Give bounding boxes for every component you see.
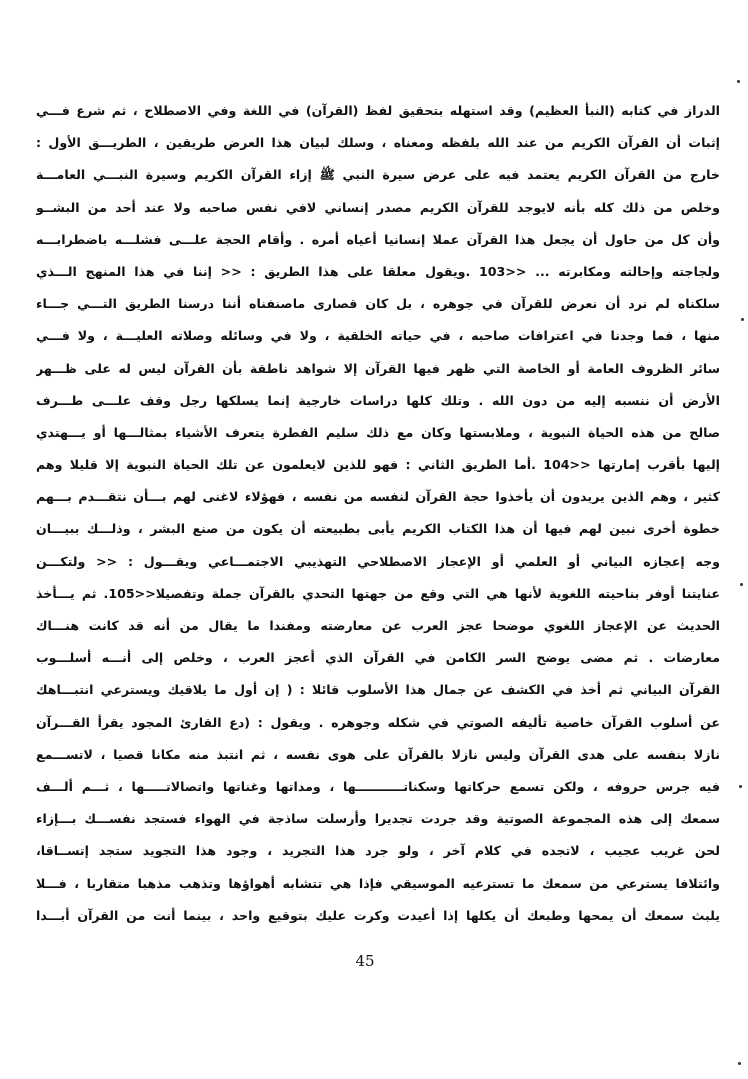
text-line: صالح من هذه الحياة النبوية ، وملابستها وكان مع ذلك سليم الفطرة يتعرف الأشياء بمثالـــها أو يـــهتدي: [36, 424, 720, 440]
text-line: خارج من القرآن الكريم يعتمد فيه على عرض سيرة النبي ﷺ إزاء القرآن الكريم وسيرة النبـــي العامـــة: [36, 167, 720, 183]
text-line: منها ، فما وجدنا في اعترافات صاحبه ، في حياته الخلقية ، ولا في وسائله وصلاته العليـــة ، ولا فـــي: [36, 328, 720, 344]
text-line: سمعك إلى هذه المجموعة الصوتية وقد جردت تجديرا وأرسلت ساذجة في الهواء فستجد نفســـك بـــإزاء: [36, 811, 720, 827]
scan-speck: [739, 785, 742, 788]
text-line: وخلص من ذلك كله بأنه لايوجد للقرآن الكريم مصدر إنساني لافي نفس صاحبه ولا عند أحد من البشــو: [36, 199, 720, 215]
text-line: القرآن البياني ثم أخذ في الكشف عن جمال هذا الأسلوب قائلا : ( إن أول ما يلاقيك ويسترعي انتبـــاهك: [36, 682, 720, 698]
text-line: إثبات أن القرآن الكريم من عند الله بلفظه ومعناه ، وسلك لبيان هذا العرض طريقين ، الطريـــق الأول :: [36, 135, 720, 151]
text-line: إليها بأقرب إمارتها <<104 .أما الطريق الثاني : فهو للذين لايعلمون عن تلك الحياة النبوية إلا قليلا وهم: [36, 457, 720, 473]
text-line: الحديث عن الإعجاز اللغوي موضحا عجز العرب عن معارضته ومفندا ما يقال من أنه قد كانت هنـــاك: [36, 618, 720, 633]
text-line: سلكناه لم نرد أن نعرض للقرآن في جوهره ، بل كان قصارى ماصنفناه أننا درسنا الطريق التـــي جـــاء: [36, 296, 720, 312]
text-line: فيه جرس حروفه ، ولكن تسمع حركاتها وسكناتـــــــــــها ، ومداتها وغناتها واتصالاتـــــها ، ثـــم ألـــف: [36, 778, 720, 794]
page-number: 45: [355, 952, 375, 970]
text-line: وائتلافا يسترعي من سمعك ما تسترعيه الموسيقي فإذا هي تتشابه أهواؤها وتذهب مذهبا متقاربا ، فـــلا: [36, 875, 720, 891]
text-line: خطوة أخرى نبين لهم فيها أن هذا الكتاب الكريم يأبى بطبيعته أن يكون من صنع البشر ، وذلـــك ببيـــان: [36, 521, 720, 537]
text-line: كثير ، وهم الذين يريدون أن يأخذوا حجة القرآن لنفسه من نفسه ، فهؤلاء لاغنى لهم بـــأن نتقـــدم بـــهم: [36, 489, 720, 505]
text-line: معارضات . ثم مضى يوضح السر الكامن في القرآن الذي أعجز العرب ، وخلص إلى أنـــه أسلـــوب: [36, 650, 720, 666]
text-line: لحن غريب عجيب ، لاتجده في كلام آخر ، ولو جرد هذا التجريد ، وجود هذا التجويد ستجد إتســاقا،: [36, 843, 720, 859]
text-line: نازلا بنفسه على هدى القرآن وليس نازلا بالقرآن على هوى نفسه ، ثم انتبذ منه مكانا قصيا ، لاتســـمع: [36, 746, 720, 762]
text-line: وجه إعجازه البياني أو العلمي أو الإعجاز الاصطلاحي التهذيبي الاجتمـــاعي ويقـــول : << ولتكـــن: [36, 553, 720, 569]
text-line: عن أسلوب القرآن خاصية تأليفه الصوتي في شكله وجوهره . ويقول : (دع القارئ المجود يقرأ القـــرآن: [36, 714, 720, 730]
body-text: [36, 95, 720, 932]
scan-speck: [737, 80, 740, 83]
text-line: يلبث سمعك أن يمحها وطبعك أن يكلها إذا أعيدت وكرت عليك بتوقيع واحد ، بينما أنت من القرآن أبـــدا: [36, 907, 720, 923]
text-line: وأن كل من حاول أن يجعل هذا القرآن عملا إنسانيا أعياه أمره . وأقام الحجة علـــى فشلـــه باضطرابـــه: [36, 231, 720, 247]
scan-speck: [738, 1062, 741, 1065]
scan-speck: [740, 583, 743, 586]
text-line: سائر الظروف العامة أو الخاصة التي ظهر فيها القرآن إلا شواهد ناطقة بأن القرآن ليس له على ظـــهر: [36, 360, 720, 376]
text-line: ولجاجته وإحالته ومكابرته ... <<103 .ويقول معلقا على هذا الطريق : << إننا في هذا المنهج الـــذي: [36, 263, 720, 279]
text-line: عنايتنا أوفر بناحيته اللغوية لأنها هي التي وقع من جهتها التحدي بالقرآن جملة وتفصيلا<<105. ثم يـــأخذ: [36, 585, 720, 601]
scan-speck: [741, 318, 744, 321]
text-line: الأرض أن ننسبه إليه من دون الله . وتلك كلها دراسات خارجية إنما يسلكها رجل وقف علـــى طـــرف: [36, 392, 720, 408]
text-line: الدراز في كتابه (النبأ العظيم) وقد استهله بتحقيق لفظ (القرآن) في اللغة وفي الاصطلاح ، ثم شرع فـــي: [36, 103, 720, 118]
